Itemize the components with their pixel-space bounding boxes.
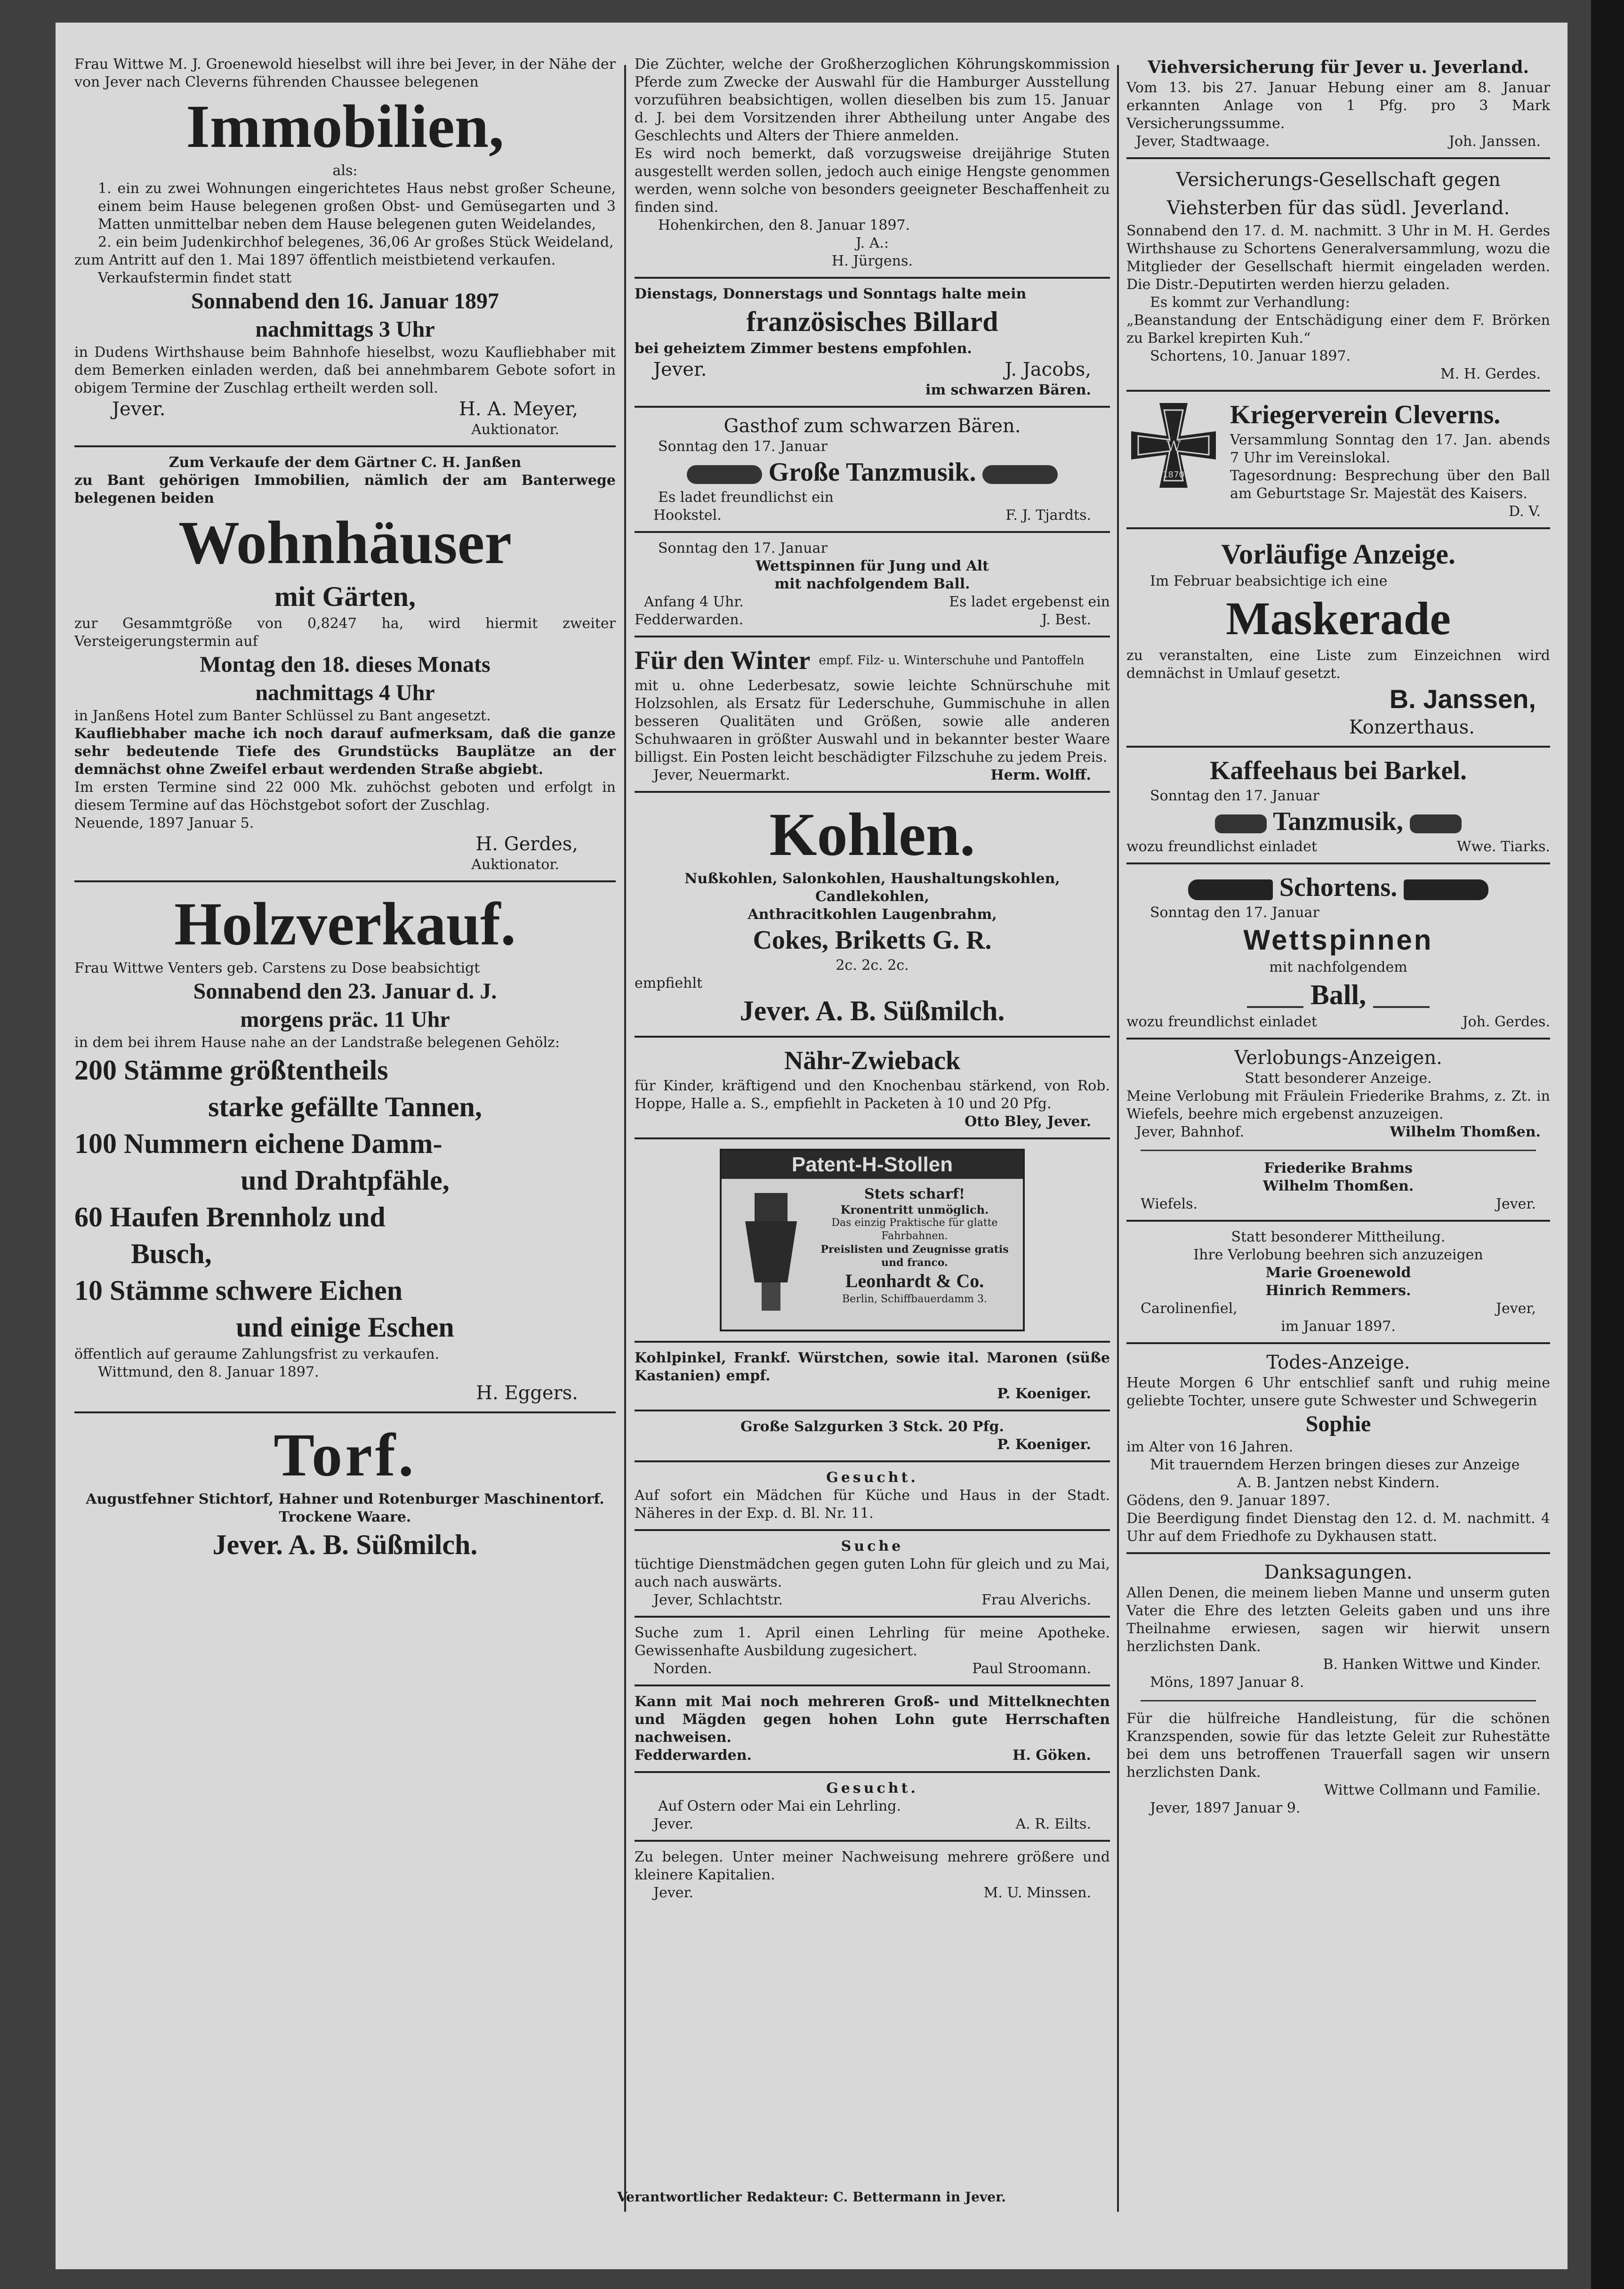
ad-lehrling (635, 1624, 1110, 1678)
ad-koeniger-1 (635, 1349, 1110, 1403)
ad-dateline: Möns, 1897 Januar 8. (1150, 1674, 1304, 1691)
ad-text: Es kommt zur Verhandlung: (1150, 294, 1350, 311)
divider (1126, 1552, 1550, 1554)
ad-signature: Jever. A. B. Süßmilch. (740, 995, 1005, 1026)
divider (1126, 746, 1550, 748)
ad-signature: H. Gerdes, (475, 833, 578, 855)
ad-signature: Paul Stroomann. (972, 1660, 1091, 1677)
ad-text: in Dudens Wirthshause beim Bahnhofe hieselbst, wozu Kaufliebhaber mit dem Bemerken einladen werden, daß bei annehmbarem Gebote sofort in obigem Termine der Zuschlag ertheilt werden soll. (74, 344, 616, 396)
ad-time: nachmittags 3 Uhr (255, 317, 435, 342)
ad-text: Statt besonderer Anzeige. (1245, 1070, 1432, 1087)
ad-verlobung-2 (1126, 1228, 1550, 1336)
ad-text: tüchtige Dienstmädchen gegen guten Lohn für gleich und zu Mai, auch nach auswärts. (635, 1556, 1110, 1590)
ad-date: Sonntag den 17. Januar (1150, 904, 1319, 921)
ad-dateline: Jever, 1897 Januar 9. (1150, 1800, 1301, 1816)
ad-name: Marie Groenewold (1265, 1265, 1411, 1281)
ad-text: Es ladet ergebenst ein (949, 594, 1110, 610)
ad-signature: D. V. (1508, 503, 1541, 520)
ad-maskerade (1126, 536, 1550, 739)
ad-signature: H. Göken. (1013, 1747, 1091, 1764)
ad-dateline: im Januar 1897. (1281, 1318, 1396, 1335)
ad-place: Wiefels. (1141, 1196, 1198, 1212)
divider (635, 1616, 1110, 1618)
ad-place: Norden. (653, 1660, 712, 1677)
ad-role: Auktionator. (471, 421, 559, 438)
divider (1141, 1700, 1536, 1701)
ad-zwieback (635, 1044, 1110, 1131)
ad-immobilien (74, 56, 616, 439)
ad-title: Große Tanzmusik. (768, 458, 976, 487)
ad-suche (635, 1538, 1110, 1609)
ad-signature: P. Koeniger. (997, 1436, 1091, 1453)
divider (1126, 862, 1550, 864)
divider (635, 1410, 1110, 1411)
ad-text: im schwarzen Bären. (925, 382, 1091, 398)
ad-place: Hookstel. (653, 507, 722, 524)
divider (635, 1460, 1110, 1462)
ad-signature: H. Eggers. (476, 1382, 578, 1404)
ornament-icon (1215, 814, 1267, 833)
divider (1126, 1038, 1550, 1040)
ad-signature: M. U. Minssen. (983, 1885, 1091, 1901)
ad-text: Auf sofort ein Mädchen für Küche und Haus in der Stadt. Näheres in der Exp. d. Bl. Nr. 11. (635, 1487, 1110, 1522)
ad-heading: französisches Billard (746, 306, 998, 337)
column-divider (624, 65, 626, 2212)
ad-text: empfiehlt (635, 975, 703, 991)
ad-time: morgens präc. 11 Uhr (240, 1007, 450, 1032)
ad-name: Hinrich Remmers. (1265, 1282, 1411, 1299)
divider (635, 1036, 1110, 1038)
ad-text: wozu freundlichst einladet (1126, 838, 1317, 855)
ad-wettspinnen (635, 540, 1110, 629)
ad-list-item: und Drahtpfähle, (241, 1165, 450, 1196)
ad-text: in dem bei ihrem Hause nahe an der Landstraße belegenen Gehölz: (74, 1034, 560, 1051)
ad-place: Jever. (1495, 1196, 1536, 1212)
ad-title-row (1126, 871, 1550, 904)
ad-belegen (635, 1848, 1110, 1902)
column-1 (74, 56, 616, 1563)
ad-time: nachmittags 4 Uhr (255, 680, 435, 705)
ad-signature: B. Janssen, (1389, 684, 1536, 714)
ad-koehrung (635, 56, 1110, 270)
ad-dateline: Schortens, 10. Januar 1897. (1150, 348, 1351, 364)
ad-kohlen (635, 799, 1110, 1029)
ad-signature: P. Koeniger. (997, 1386, 1091, 1402)
ad-text: Meine Verlobung mit Fräulein Friederike Brahms, z. Zt. in Wiefels, beehre mich ergebenst anzuzeigen. (1126, 1088, 1550, 1122)
ad-signature: Wilhelm Thomßen. (1390, 1124, 1541, 1140)
ad-date: Sonnabend den 23. Januar d. J. (193, 979, 497, 1004)
ad-text: mit nachfolgendem (1269, 959, 1407, 975)
ad-list-item: Busch, (131, 1238, 212, 1269)
ad-intro: Frau Wittwe Venters geb. Carstens zu Dose beabsichtigt (74, 960, 480, 976)
horseshoe-stud-icon (736, 1188, 806, 1315)
ad-place: Jever, Stadtwaage. (1136, 133, 1270, 150)
ad-dateline: Gödens, den 9. Januar 1897. (1126, 1492, 1330, 1509)
ad-title-row (1126, 976, 1550, 1013)
ad-heading: Todes-Anzeige. (1266, 1352, 1410, 1373)
ad-place: Carolinenfiel, (1141, 1300, 1238, 1317)
ad-text: Die Züchter, welche der Großherzoglichen Köhrungskommission Pferde zum Zwecke der Auswahl für die Hamburger Ausstellung vorzuführen beabsichtigen, wollen dieselben bis zum 15. Januar d. J. bei dem Vorsitzenden ihrer Abtheilung unter Angabe des Geschlechts und Alters der Thiere anmelden. (635, 56, 1110, 144)
ad-signature: Wwe. Tiarks. (1456, 838, 1550, 855)
ad-title: Wettspinnen für Jung und Alt (755, 558, 989, 574)
ad-title-row (635, 456, 1110, 489)
ad-intro: Dienstags, Donnerstags und Sonntags halte mein (635, 286, 1027, 302)
ad-text: Anfang 4 Uhr. (644, 594, 744, 610)
ad-knechte (635, 1693, 1110, 1765)
ad-place: Fedderwarden. (635, 612, 744, 628)
ad-text: bei geheiztem Zimmer bestens empfohlen. (635, 340, 972, 357)
ad-place: Jever, Schlachtstr. (653, 1592, 783, 1608)
ad-text: wozu freundlichst einladet (1126, 1014, 1317, 1030)
ad-text: Augustfehner Stichtorf, Hahner und Rotenburger Maschinentorf. Trockene Waare. (86, 1491, 604, 1525)
ad-signature: Joh. Janssen. (1448, 133, 1541, 150)
ad-text: mit u. ohne Lederbesatz, sowie leichte Schnürschuhe mit Holzsohlen, als Ersatz für Lederschuhe, Gummischuhe in allen besseren Qualitäten und Größen, sowie alle anderen Schuhwaaren in größter Auswahl und in bekannter bester Waare billigst. Ein Posten leicht beschädigter Filzschuhe zu jedem Preis. (635, 677, 1110, 766)
divider (635, 1840, 1110, 1842)
ad-heading: Patent-H-Stollen (722, 1151, 1023, 1179)
ad-text: 2c. 2c. 2c. (836, 957, 909, 974)
ad-signature: Otto Bley, Jever. (965, 1113, 1091, 1130)
ad-text: Mit trauerndem Herzen bringen dieses zur Anzeige (1150, 1457, 1520, 1473)
ad-signature: M. H. Gerdes. (1440, 366, 1541, 382)
ad-list-item: und einige Eschen (236, 1312, 454, 1343)
ad-intro: zu Bant gehörigen Immobilien, nämlich der am Banterwege belegenen beiden (74, 472, 616, 507)
ad-text: Stets scharf! (864, 1186, 965, 1202)
ad-signature: Frau Alverichs. (981, 1592, 1091, 1608)
ad-heading: Gasthof zum schwarzen Bären. (724, 415, 1021, 437)
ad-place: Jever, Bahnhof. (1136, 1124, 1245, 1140)
ad-title-row (1126, 805, 1550, 838)
ad-place: Jever. (112, 398, 166, 420)
divider (635, 277, 1110, 279)
pointing-hand-icon (1188, 879, 1273, 900)
ad-dateline: Neuende, 1897 Januar 5. (74, 815, 254, 831)
ad-text: Sonnabend den 17. d. M. nachmitt. 3 Uhr in M. H. Gerdes Wirthshause zu Schortens Generalversammlung, wozu die Mitglieder der Gesellschaft hiermit eingeladen werden. Die Distr.-Deputirten werden hierzu geladen. (1126, 223, 1550, 293)
ad-heading: Vorläufige Anzeige. (1221, 539, 1455, 570)
ad-text: öffentlich auf geraume Zahlungsfrist zu verkaufen. (74, 1346, 440, 1362)
ad-heading: Kohlen. (769, 801, 975, 869)
ad-text: als: (332, 162, 358, 179)
ad-intro: Im Februar beabsichtige ich eine (1150, 573, 1388, 589)
ad-intro: Zum Verkaufe der dem Gärtner C. H. Janßen (169, 454, 522, 471)
ad-text: Auf Ostern oder Mai ein Lehrling. (658, 1798, 901, 1814)
ad-signature: H. Jürgens. (831, 253, 913, 269)
ad-signature: Joh. Gerdes. (1462, 1014, 1550, 1030)
ad-text: Cokes, Briketts G. R. (753, 926, 992, 955)
ad-list-item: 10 Stämme schwere Eichen (74, 1275, 403, 1306)
ad-text: Kohlpinkel, Frankf. Würstchen, sowie ital. Maronen (süße Kastanien) empf. (635, 1350, 1110, 1384)
divider (635, 406, 1110, 408)
ad-text: im Alter von 16 Jahren. (1126, 1439, 1294, 1455)
ad-role: Auktionator. (471, 856, 559, 873)
divider (635, 791, 1110, 793)
ad-stollen (720, 1149, 1025, 1331)
divider (1141, 1150, 1536, 1151)
ad-list-item: 1. ein zu zwei Wohnungen eingerichtetes Haus nebst großer Scheune, einem beim Hause belegenen großen Obst- und Gemüsegarten und 3 Matten unmittelbar neben dem Hause belegenen guten Weidelandes, (98, 180, 616, 233)
ad-heading: Gesucht. (826, 1469, 918, 1486)
ad-text: in Janßens Hotel zum Banter Schlüssel zu Bant angesetzt. (74, 708, 491, 724)
ad-danksagungen (1126, 1561, 1550, 1817)
ad-text: empf. Filz- u. Winterschuhe und Pantoffeln (819, 653, 1085, 668)
ad-date: Sonntag den 17. Januar (658, 438, 828, 455)
ad-place: Jever, (1495, 1300, 1536, 1317)
ad-signature: Jever. A. B. Süßmilch. (212, 1529, 478, 1560)
ad-kaffeehaus (1126, 754, 1550, 856)
divider (1126, 1220, 1550, 1222)
divider (1126, 1342, 1550, 1344)
ad-kriegerverein (1126, 398, 1550, 521)
ad-text: Große Salzgurken 3 Stck. 20 Pfg. (740, 1419, 1004, 1435)
ad-intro: Frau Wittwe M. J. Groenewold hieselbst will ihre bei Jever, in der Nähe der von Jever nach Cleverns führenden Chaussee belegenen (74, 56, 616, 90)
ad-heading: Versicherungs-Gesellschaft gegen Viehsterben für das südl. Jeverland. (1166, 169, 1510, 219)
ad-place: Fedderwarden. (635, 1747, 752, 1764)
ad-versicherungs-gesellschaft (1126, 166, 1550, 383)
ad-wohnhaeuser (74, 454, 616, 874)
ad-dateline: Wittmund, den 8. Januar 1897. (98, 1364, 319, 1380)
ad-signature: Wittwe Collmann und Familie. (1324, 1782, 1541, 1798)
ad-text: Anthracitkohlen Laugenbrahm, (748, 906, 997, 923)
column-divider (1117, 65, 1119, 2212)
ad-signature: B. Hanken Wittwe und Kinder. (1323, 1656, 1541, 1673)
ad-heading: Für den Winter (635, 646, 811, 675)
ad-signature: Herm. Wolff. (990, 767, 1091, 783)
ornament-icon (1410, 814, 1462, 833)
divider (74, 1411, 616, 1413)
divider (635, 636, 1110, 637)
svg-text:W: W (1166, 438, 1181, 455)
ornament-icon (982, 465, 1058, 484)
ad-torf (74, 1420, 616, 1563)
ad-text: Kronentritt unmöglich. (840, 1203, 989, 1217)
ad-signature: A. R. Eilts. (1015, 1816, 1091, 1832)
ad-text: Konzerthaus. (1349, 717, 1475, 738)
ad-signature: J. Jacobs, (1005, 359, 1091, 380)
ad-text: zur Gesammtgröße von 0,8247 ha, wird hiermit zweiter Versteigerungstermin auf (74, 615, 616, 650)
divider (635, 531, 1110, 533)
ornament-icon (687, 465, 762, 484)
ad-text: Verkaufstermin findet statt (98, 270, 292, 286)
ad-heading: Nähr-Zwieback (784, 1046, 961, 1075)
ad-place: Jever, Neuermarkt. (653, 767, 790, 783)
ad-text: Kaufliebhaber mache ich noch darauf aufmerksam, daß die ganze sehr bedeutende Tiefe des Grundstücks Bauplätze an der demnächst ohne Zweifel erbaut werdenden Straße abgiebt. (74, 725, 616, 778)
ad-heading: Danksagungen. (1264, 1562, 1413, 1583)
ad-text: Es ladet freundlichst ein (658, 489, 834, 506)
ad-text: Heute Morgen 6 Uhr entschlief sanft und ruhig meine geliebte Tochter, unsere gute Schwester und Schwegerin (1126, 1375, 1550, 1409)
ad-viehversicherung (1126, 56, 1550, 151)
ad-verlobung (1126, 1046, 1550, 1213)
cross-year-label: 1870 (1163, 470, 1184, 480)
ad-list-item: 2. ein beim Judenkirchhof belegenes, 36,06 Ar großes Stück Weideland, (98, 234, 614, 250)
ornament-icon (1247, 987, 1303, 1008)
ad-text: J. A.: (855, 235, 889, 251)
ad-schortens (1126, 871, 1550, 1031)
ad-heading: Torf. (273, 1421, 417, 1489)
page-footer (56, 2188, 1568, 2206)
ad-heading: Kaffeehaus bei Barkel. (1210, 756, 1467, 785)
ad-text: Preislisten und Zeugnisse gratis und franco. (820, 1243, 1009, 1269)
ad-date: Sonntag den 17. Januar (1150, 788, 1319, 804)
ad-text: Für die hülfreiche Handleistung, für die schönen Kranzspenden, sowie für das letzte Geleit zur Ruhestätte bei dem uns betroffenen Trauerfall sagen wir unsern herzlichsten Dank. (1126, 1710, 1550, 1781)
ad-text: Suche zum 1. April einen Lehrling für meine Apotheke. Gewissenhafte Ausbildung zugesichert. (635, 1625, 1110, 1659)
ad-subheading: mit Gärten, (274, 581, 416, 612)
ad-list-item: 60 Haufen Brennholz und (74, 1201, 386, 1233)
ad-signature: F. J. Tjardts. (1005, 507, 1091, 524)
ad-place: Jever. (653, 359, 707, 380)
ad-gesucht-2 (635, 1780, 1110, 1833)
newspaper-page (56, 23, 1568, 2269)
ad-heading: Immobilien, (186, 93, 504, 161)
ad-text: zu veranstalten, eine Liste zum Einzeichnen wird demnächst in Umlauf gesetzt. (1126, 647, 1550, 682)
divider (1126, 390, 1550, 392)
ornament-icon (1373, 987, 1430, 1008)
ad-text: Zu belegen. Unter meiner Nachweisung mehrere größere und kleinere Kapitalien. (635, 1849, 1110, 1883)
ad-signature: Leonhardt & Co. (845, 1270, 984, 1291)
column-2 (635, 56, 1110, 1902)
ad-title: Wettspinnen (1243, 924, 1433, 956)
divider (1126, 527, 1550, 529)
ad-text: für Kinder, kräftigend und den Knochenbau stärkend, von Rob. Hoppe, Halle a. S., empfiehlt in Packeten à 10 und 20 Pfg. (635, 1078, 1110, 1112)
divider (74, 880, 616, 882)
ad-text: Vom 13. bis 27. Januar Hebung einer am 8. Januar erkannten Anlage von 1 Pfg. pro 3 Mark Versicherungssumme. (1126, 80, 1550, 132)
ad-koeniger-2 (635, 1418, 1110, 1454)
pointing-hand-icon (1404, 879, 1488, 900)
ad-heading: Holzverkauf. (174, 890, 516, 958)
ad-name: Friederike Brahms (1264, 1160, 1413, 1177)
ad-date: Sonnabend den 16. Januar 1897 (191, 289, 499, 314)
divider (635, 1771, 1110, 1773)
divider (635, 1137, 1110, 1139)
ad-place: Jever. (653, 1816, 694, 1832)
ad-heading: Suche (841, 1538, 904, 1555)
ad-list-item: 200 Stämme größtentheils (74, 1055, 388, 1086)
ad-billard (635, 285, 1110, 399)
ad-heading: Wohnhäuser (178, 509, 512, 577)
ad-date: Sonntag den 17. Januar (658, 540, 828, 556)
ad-title: Ball, (1310, 979, 1367, 1010)
ad-heading: Kriegerverein Cleverns. (1230, 400, 1501, 429)
ad-name: Wilhelm Thomßen. (1262, 1178, 1414, 1194)
divider (635, 1529, 1110, 1531)
ad-dateline: Hohenkirchen, den 8. Januar 1897. (658, 217, 910, 234)
ad-heading: Viehversicherung für Jever u. Jeverland. (1147, 57, 1529, 77)
ad-text: Versammlung Sonntag den 17. Jan. abends 7 Uhr im Vereinslokal. (1230, 432, 1550, 466)
ad-title: Maskerade (1226, 592, 1451, 645)
ad-signature: J. Best. (1041, 612, 1091, 628)
ad-name: Sophie (1305, 1411, 1371, 1436)
ad-list-item: starke gefällte Tannen, (208, 1091, 482, 1122)
ad-text: Die Beerdigung findet Dienstag den 12. d. M. nachmitt. 4 Uhr auf dem Friedhofe zu Dykhausen statt. (1126, 1510, 1550, 1545)
ad-text: Nußkohlen, Salonkohlen, Haushaltungskohlen, Candlekohlen, (684, 870, 1060, 905)
ad-list-item: 100 Nummern eichene Damm- (74, 1128, 442, 1159)
scan-binding-edge (1591, 0, 1624, 2289)
ad-holzverkauf (74, 889, 616, 1405)
ad-signature: H. A. Meyer, (459, 398, 578, 420)
ad-text: Es wird noch bemerkt, daß vorzugsweise dreijährige Stuten ausgestellt werden sollen, jedoch auch einige Hengste genommen werden, wenn solche von besonders geeigneter Beschaffenheit zu finden sind. (635, 145, 1110, 216)
ad-text: Im ersten Termine sind 22 000 Mk. zuhöchst geboten und erfolgt in diesem Termine auf das Höchstgebot sofort der Zuschlag. (74, 779, 616, 814)
ad-heading: Schortens. (1279, 873, 1398, 902)
ad-text: Ihre Verlobung beehren sich anzuzeigen (1193, 1247, 1483, 1263)
ad-text: Allen Denen, die meinem lieben Manne und unserm guten Vater die Ehre des letzten Geleits gaben und uns ihre Theilnahme erwiesen, sagen wir hierwit unsern herzlichsten Dank. (1126, 1585, 1550, 1655)
ad-text: Tagesordnung: Besprechung über den Ball am Geburtstage Sr. Majestät des Kaisers. (1230, 467, 1550, 502)
ad-text: Das einzig Praktische für glatte Fahrbahnen. (831, 1217, 998, 1242)
ad-text: zum Antritt auf den 1. Mai 1897 öffentlich meistbietend verkaufen. (74, 252, 556, 268)
divider (1126, 157, 1550, 159)
footer-text: Verantwortlicher Redakteur: C. Bettermann in Jever. (617, 2189, 1006, 2205)
ad-tanzmusik (635, 414, 1110, 524)
ad-title: Tanzmusik, (1273, 807, 1403, 836)
divider (74, 445, 616, 447)
ad-title: mit nachfolgendem Ball. (774, 576, 970, 592)
ad-heading: Gesucht. (826, 1780, 918, 1797)
ad-gesucht-1 (635, 1469, 1110, 1523)
divider (635, 1341, 1110, 1343)
ad-heading: Verlobungs-Anzeigen. (1234, 1047, 1442, 1069)
ad-signature: A. B. Jantzen nebst Kindern. (1237, 1475, 1440, 1491)
ad-text: „Beanstandung der Entschädigung einer dem F. Brörken zu Barkel krepirten Kuh.“ (1126, 312, 1550, 347)
ad-text: Statt besonderer Mittheilung. (1231, 1229, 1446, 1245)
ad-todesanzeige (1126, 1351, 1550, 1546)
ad-text: Kann mit Mai noch mehreren Groß- und Mittelknechten und Mägden gegen hohen Lohn gute Herrschaften nachweisen. (635, 1693, 1110, 1746)
ad-place: Jever. (653, 1885, 694, 1901)
column-3 (1126, 56, 1550, 1817)
ad-date: Montag den 18. dieses Monats (200, 652, 490, 677)
ad-text: Berlin, Schiffbauerdamm 3. (842, 1293, 987, 1305)
ad-winter (635, 644, 1110, 784)
divider (635, 1685, 1110, 1686)
iron-cross-icon (1126, 398, 1221, 492)
